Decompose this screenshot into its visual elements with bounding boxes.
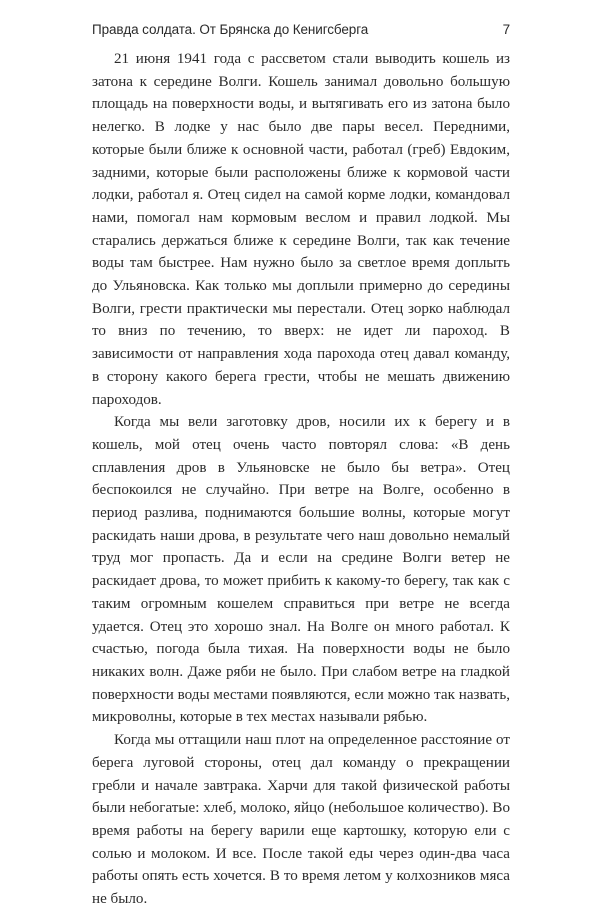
paragraph: Когда мы вели заготовку дров, носили их к берегу и в кошель, мой отец очень часто повторял слова: «В день сплавления дров в Ульяновске не было бы ветра». Отец беспокоился не случайно. При ветре на Волге, особенно в период разлива, поднимаются большие волны, которые могут раскидать наши дрова, в результате чего наш довольно немалый труд мог пропасть. Да и если на средине Волги ветер не раскидает дрова, то может прибить к какому-то берегу, так как с таким огромным кошелем справиться при ветре не всегда удается. Отец это хорошо знал. На Волге он много работал. К счастью, погода была тихая. На поверхности воды не было никаких волн. Даже ряби не было. При слабом ветре на гладкой поверхности воды местами появляются, если можно так назвать, микроволны, которые в тех местах называли рябью. <box>92 414 510 726</box>
running-header <box>92 22 510 44</box>
running-title: Правда солдата. От Брянска до Кенигсберга <box>92 22 369 37</box>
paragraph: Когда мы оттащили наш плот на определенное расстояние от берега луговой стороны, отец дал команду о прекращении гребли и начале завтрака. Харчи для такой физической работы были небогатые: хлеб, молоко, яйцо (небольшое количество). Во время работы на берегу варили еще картошку, которую ели с солью и молоком. И все. После такой еды через один-два часа работы опять есть хочется. В то время летом у колхозников мяса не было. <box>92 732 510 908</box>
paragraph: 21 июня 1941 года с рассветом стали выводить кошель из затона к середине Волги. Кошель занимал довольно большую площадь на поверхности воды, и вытягивать его из затона было нелегко. В лодке у нас было две пары весел. Передними, которые были ближе к основной части, работал (греб) Евдоким, задними, которые были расположены ближе к кормовой части лодки, работал я. Отец сидел на самой корме лодки, командовал нами, помогал нам кормовым веслом и правил лодкой. Мы старались держаться ближе к середине Волги, так как течение воды там быстрее. Нам нужно было за светлое время доплыть до Ульяновска. Как только мы доплыли примерно до середины Волги, грести практически мы перестали. Отец зорко наблюдал то вниз по течению, то вверх: не идет ли пароход. В зависимости от направления хода парохода отец давал команду, в сторону какого берега грести, чтобы не мешать движению пароходов. <box>92 51 510 408</box>
body-text <box>92 48 510 911</box>
page-number: 7 <box>502 22 510 37</box>
